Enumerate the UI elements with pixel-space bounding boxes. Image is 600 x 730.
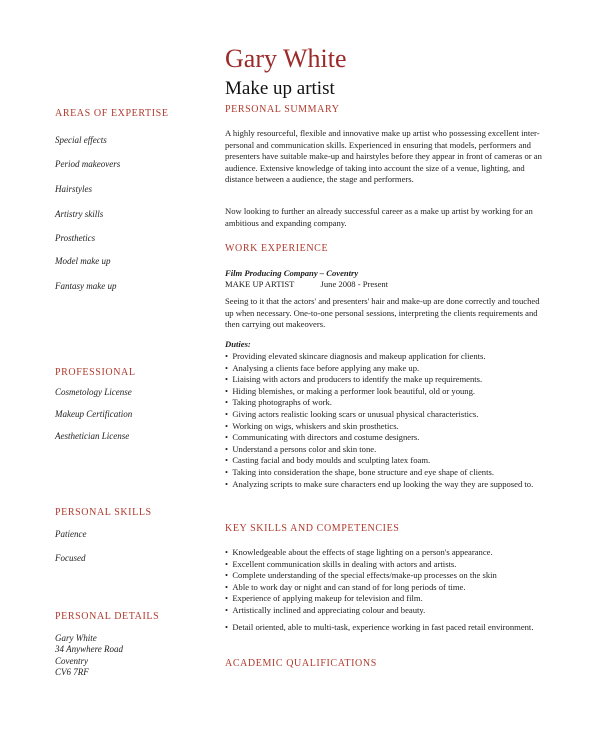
academic-heading: ACADEMIC QUALIFICATIONS [225,658,377,669]
list-item: • Able to work day or night and can stand of for long periods of time. [225,582,550,594]
resume-title: Make up artist [225,78,335,99]
list-item: • Providing elevated skincare diagnosis and makeup application for clients. [225,351,550,363]
resume-name: Gary White [225,44,347,73]
personal-skills-heading: PERSONAL SKILLS [55,507,152,518]
key-skills-heading: KEY SKILLS AND COMPETENCIES [225,523,400,534]
work-description: Seeing to it that the actors' and presenters' hair and make-up are done correctly and touched up when necessary. One-to-one personal sessions, interpreting the clients requirements and then carrying out makeovers. [225,296,540,330]
details-line: Gary White [55,633,97,643]
list-item: • Casting facial and body moulds and sculpting latex foam. [225,455,550,467]
professional-heading: PROFESSIONAL [55,367,136,378]
expertise-item: Period makeovers [55,159,121,169]
details-line: CV6 7RF [55,666,89,677]
work-dates: June 2008 - Present [320,279,389,289]
expertise-heading: AREAS OF EXPERTISE [55,108,169,119]
personal-skill-item: Patience [55,529,87,539]
work-company: Film Producing Company – Coventry [225,268,359,278]
expertise-item: Model make up [55,256,111,266]
personal-details-heading: PERSONAL DETAILS [55,611,160,622]
list-item: • Excellent communication skills in dealing with actors and artists. [225,559,550,571]
work-position-line [225,279,550,291]
list-item: • Experience of applying makeup for television and film. [225,593,550,605]
professional-item: Cosmetology License [55,387,132,397]
summary-heading: PERSONAL SUMMARY [225,104,340,115]
list-item: • Knowledgeable about the effects of stage lighting on a person's appearance. [225,547,550,559]
list-item: • Analysing a clients face before applying any make up. [225,363,550,375]
professional-item: Makeup Certification [55,409,133,419]
professional-item: Aesthetician License [55,431,130,441]
details-line: 34 Anywhere Road [55,644,123,655]
list-item: • Communicating with directors and costume designers. [225,432,550,444]
list-item: • Hiding blemishes, or making a performer look beautiful, old or young. [225,386,550,398]
expertise-item: Hairstyles [55,184,92,194]
expertise-item: Prosthetics [55,233,96,243]
duties-label: Duties: [225,339,251,349]
list-item: • Liaising with actors and producers to identify the make up requirements. [225,374,550,386]
personal-details-block [55,633,123,678]
key-skills-list [225,547,550,617]
list-item: • Complete understanding of the special effects/make-up processes on the skin [225,570,550,582]
expertise-item: Special effects [55,135,107,145]
list-item: • Giving actors realistic looking scars or unusual physical characteristics. [225,409,550,421]
summary-paragraph: Now looking to further an already successful career as a make up artist by working for an ambitious and expanding company. [225,206,533,228]
duties-list [225,351,550,490]
summary-paragraph: A highly resourceful, flexible and innovative make up artist who possessing excellent inter-personal and communication skills. Experienced in ensuring that models, performers and presenters have suitable make-up and hairstyles before they appear in front of cameras or an audience. Extensive knowledge of taking into account the size of a venue, lighting, and distance between a audience, the stage and performers. [225,128,542,185]
expertise-item: Artistry skills [55,209,104,219]
details-line: Coventry [55,655,88,666]
list-item: • Taking photographs of work. [225,397,550,409]
key-skills-last-item: • Detail oriented, able to multi-task, experience working in fast paced retail environment. [225,622,534,632]
personal-skill-item: Focused [55,553,86,563]
list-item: • Analyzing scripts to make sure characters end up looking the way they are supposed to. [225,479,550,491]
work-heading: WORK EXPERIENCE [225,243,329,254]
list-item: • Understand a persons color and skin tone. [225,444,550,456]
list-item: • Artistically inclined and appreciating colour and beauty. [225,605,550,617]
expertise-item: Fantasy make up [55,281,117,291]
work-position: MAKE UP ARTIST [225,279,295,289]
list-item: • Taking into consideration the shape, bone structure and eye shape of clients. [225,467,550,479]
list-item: • Working on wigs, whiskers and skin prosthetics. [225,421,550,433]
